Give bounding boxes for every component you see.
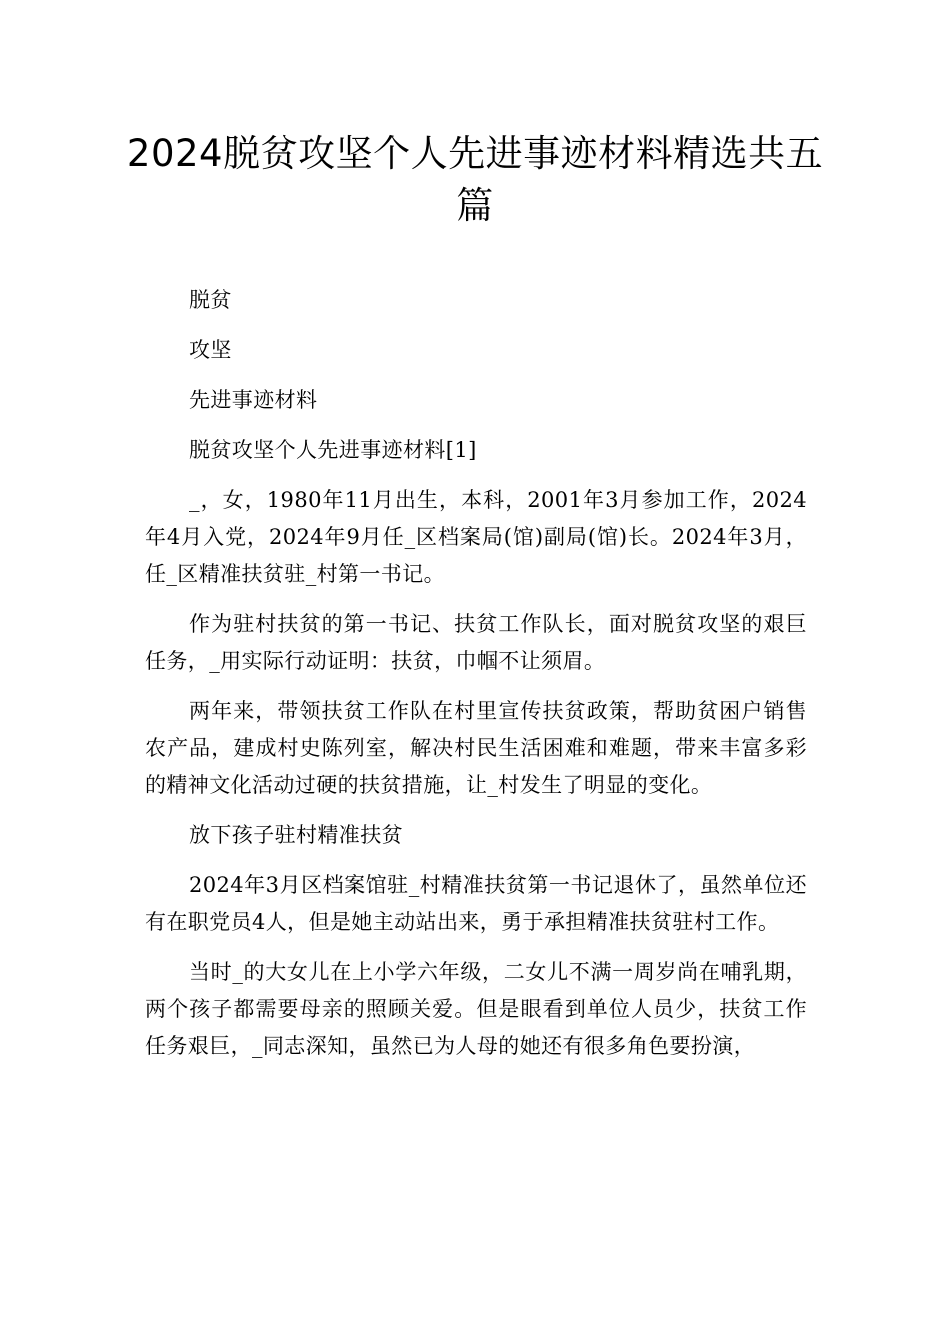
paragraph-7: 两年来，带领扶贫工作队在村里宣传扶贫政策，帮助贫困户销售农产品，建成村史陈列室，解决村民生活困难和难题，带来丰富多彩的精神文化活动过硬的扶贫措施，让_村发生了明显的变化。 <box>145 699 807 797</box>
paragraph-5: _，女，1980年11月出生，本科，2001年3月参加工作，2024年4月入党，2024年9月任_区档案局(馆)副局(馆)长。2024年3月，任_区精准扶贫驻_村第一书记。 <box>145 488 807 586</box>
paragraph-6: 作为驻村扶贫的第一书记、扶贫工作队长，面对脱贫攻坚的艰巨任务，_用实际行动证明：扶贫，巾帼不让须眉。 <box>145 612 807 673</box>
paragraph-4: 脱贫攻坚个人先进事迹材料[1] <box>189 438 477 462</box>
paragraph-2: 攻坚 <box>189 338 232 362</box>
document-body <box>145 282 807 1078</box>
paragraph-1: 脱贫 <box>189 288 232 312</box>
document-title: 2024脱贫攻坚个人先进事迹材料精选共五篇 <box>126 132 824 227</box>
paragraph-3: 先进事迹材料 <box>189 388 318 412</box>
paragraph-10: 当时_的大女儿在上小学六年级，二女儿不满一周岁尚在哺乳期，两个孩子都需要母亲的照顾关爱。但是眼看到单位人员少，扶贫工作任务艰巨，_同志深知，虽然已为人母的她还有很多角色要扮演， <box>145 960 807 1058</box>
paragraph-8: 放下孩子驻村精准扶贫 <box>189 823 403 847</box>
paragraph-9: 2024年3月区档案馆驻_村精准扶贫第一书记退休了，虽然单位还有在职党员4人，但是她主动站出来，勇于承担精准扶贫驻村工作。 <box>145 873 807 934</box>
